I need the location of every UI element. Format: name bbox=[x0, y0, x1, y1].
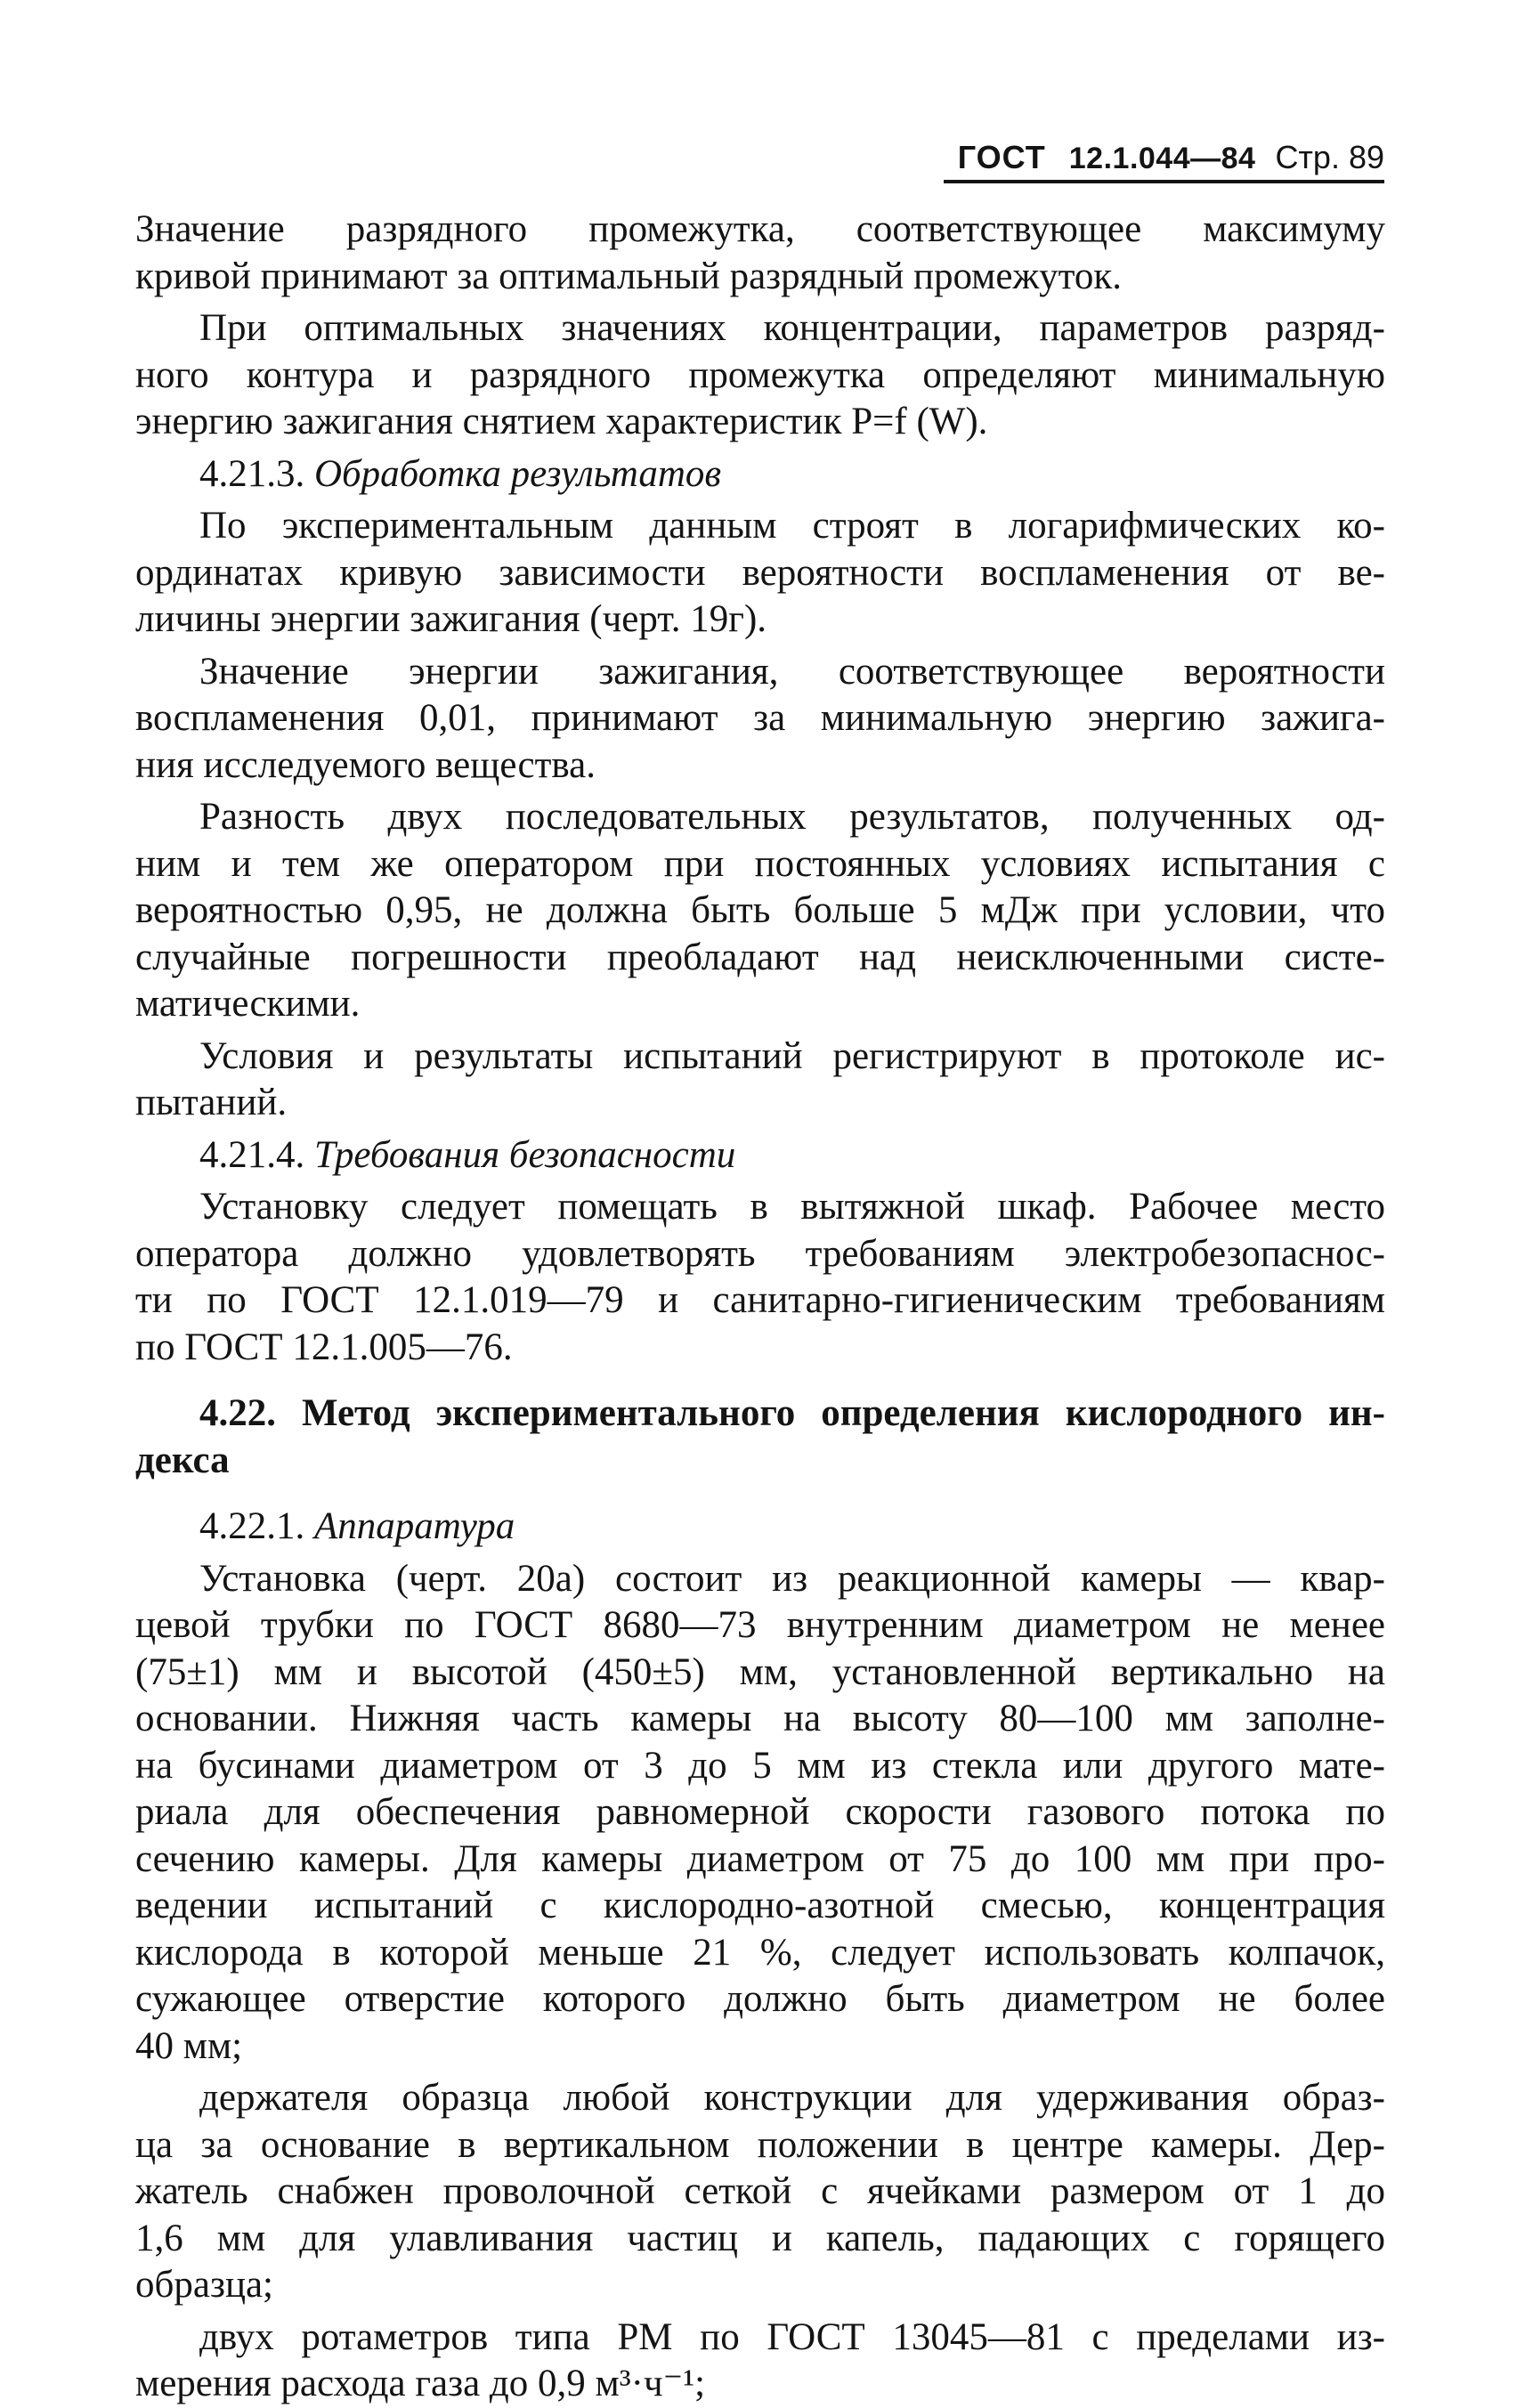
text-line: личины энергии зажигания (черт. 19г). bbox=[135, 598, 767, 640]
text-line: ним и тем же оператором при постоянных условиях испытания с bbox=[135, 842, 1385, 885]
text-line: на бусинами диаметром от 3 до 5 мм из стекла или другого мате- bbox=[135, 1744, 1385, 1787]
text-line: (75±1) мм и высотой (450±5) мм, установленной вертикально на bbox=[135, 1650, 1385, 1693]
subsection-title: Аппаратура bbox=[314, 1505, 515, 1547]
text-line: Значение энергии зажигания, соответствующее вероятности bbox=[199, 650, 1385, 693]
text-line: сечению камеры. Для камеры диаметром от 75 до 100 мм при про- bbox=[135, 1837, 1385, 1880]
subsection-number: 4.22.1. bbox=[199, 1505, 305, 1547]
text-line: ца за основание в вертикальном положении в центре камеры. Дер- bbox=[135, 2123, 1385, 2166]
subsection-heading bbox=[135, 1504, 1385, 1551]
text-line: воспламенения 0,01, принимают за минимальную энергию зажига- bbox=[135, 697, 1385, 739]
subsection-heading bbox=[135, 1132, 1385, 1180]
text-line: риала для обеспечения равномерной скорости газового потока по bbox=[135, 1791, 1385, 1833]
text-line: сужающее отверстие которого должно быть диаметром не более bbox=[135, 1978, 1385, 2020]
text-line: Значение разрядного промежутка, соответствующее максимуму bbox=[135, 208, 1385, 250]
text-line: 1,6 мм для улавливания частиц и капель, падающих с горящего bbox=[135, 2217, 1385, 2259]
text-line: по ГОСТ 12.1.005—76. bbox=[135, 1326, 513, 1368]
text-line: ния исследуемого вещества. bbox=[135, 743, 596, 786]
subsection-number: 4.21.4. bbox=[199, 1133, 305, 1176]
text-line: ного контура и разрядного промежутка определяют минимальную bbox=[135, 353, 1385, 396]
text-line: матическими. bbox=[135, 983, 361, 1025]
text-line: держателя образца любой конструкции для удерживания образ- bbox=[199, 2077, 1385, 2119]
text-line: энергию зажигания снятием характеристик P=f (W). bbox=[135, 401, 988, 442]
subsection-title: Требования безопасности bbox=[314, 1133, 736, 1176]
text-line: Установку следует помещать в вытяжной шкаф. Рабочее место bbox=[199, 1186, 1385, 1228]
text-line: Разность двух последовательных результатов, полученных од- bbox=[199, 796, 1385, 838]
text-line: Условия и результаты испытаний регистрируют в протоколе ис- bbox=[199, 1034, 1385, 1077]
text-line: вероятностью 0,95, не должна быть больше 5 мДж при условии, что bbox=[135, 889, 1385, 931]
text-line: двух ротаметров типа РМ по ГОСТ 13045—81 с пределами из- bbox=[199, 2315, 1385, 2358]
text-line: 40 мм; bbox=[135, 2024, 243, 2067]
subsection-title: Обработка результатов bbox=[314, 452, 722, 495]
text-line: случайные погрешности преобладают над неисключенными систе- bbox=[135, 936, 1385, 978]
text-line: оператора должно удовлетворять требованиям электробезопаснос- bbox=[135, 1232, 1385, 1275]
text-line: цевой трубки по ГОСТ 8680—73 внутренним диаметром не менее bbox=[135, 1604, 1385, 1646]
text-line: кислорода в которой меньше 21 %, следует использовать колпачок, bbox=[135, 1931, 1385, 1974]
standard-label: ГОСТ bbox=[957, 139, 1046, 175]
text-line: ординатах кривую зависимости вероятности воспламенения от ве- bbox=[135, 551, 1385, 594]
text-line: При оптимальных значениях концентрации, параметров разряд- bbox=[199, 307, 1385, 349]
subsection-heading bbox=[135, 451, 1385, 499]
text-line: жатель снабжен проволочной сеткой с ячейками размером от 1 до bbox=[135, 2170, 1385, 2212]
section-heading-line: 4.22. Метод экспериментального определения кислородного ин- bbox=[199, 1392, 1385, 1434]
text-line: кривой принимают за оптимальный разрядный промежуток. bbox=[135, 255, 1123, 297]
body-text bbox=[135, 207, 1385, 2408]
text-line: ведении испытаний с кислородно-азотной смесью, концентрация bbox=[135, 1885, 1385, 1926]
text-line: мерения расхода газа до 0,9 м³·ч⁻¹; bbox=[135, 2363, 706, 2404]
standard-number: 12.1.044—84 bbox=[1068, 142, 1256, 175]
text-line: По экспериментальным данным строят в логарифмических ко- bbox=[199, 505, 1385, 547]
text-line: образца; bbox=[135, 2264, 273, 2306]
page-header bbox=[944, 132, 1384, 183]
text-line: пытаний. bbox=[135, 1082, 288, 1123]
section-heading-line: декса bbox=[135, 1439, 230, 1481]
text-line: Установка (черт. 20а) состоит из реакционной камеры — квар- bbox=[199, 1557, 1385, 1600]
subsection-number: 4.21.3. bbox=[199, 452, 305, 495]
text-line: основании. Нижняя часть камеры на высоту 80—100 мм заполне- bbox=[135, 1698, 1385, 1739]
text-line: ти по ГОСТ 12.1.019—79 и санитарно-гигиеническим требованиям bbox=[135, 1279, 1385, 1321]
page-number: Стр. 89 bbox=[1275, 139, 1384, 175]
